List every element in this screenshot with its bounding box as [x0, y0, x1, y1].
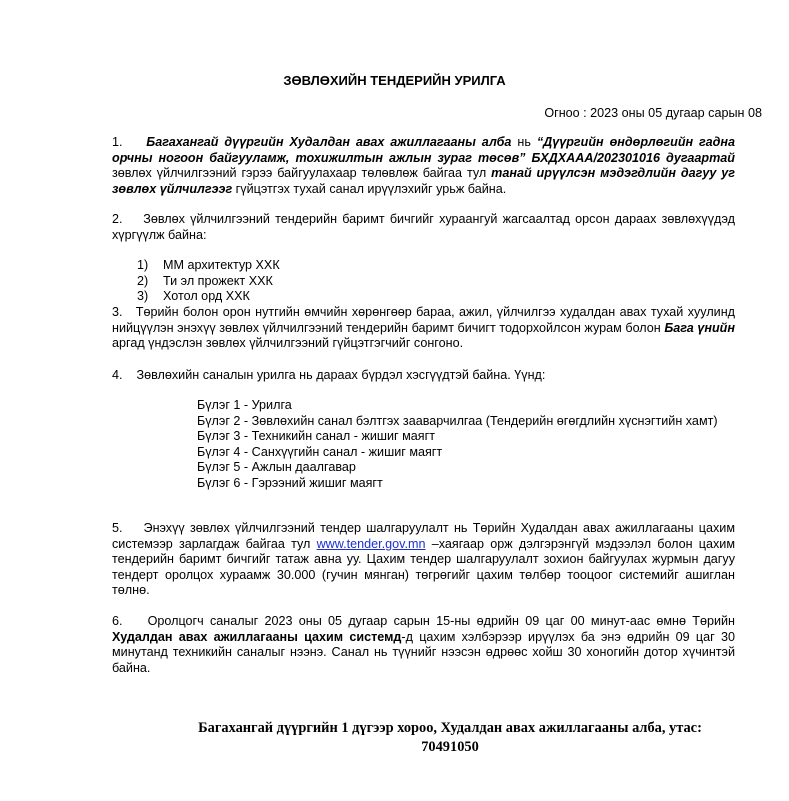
- paragraph-3-text-b: аргад үндэслэн зөвлөх үйлчилгээний гүйцэтгэгчийг сонгоно.: [112, 336, 464, 351]
- paragraph-1: [112, 135, 735, 197]
- paragraph-1-text-b: зөвлөх үйлчилгээний гэрээ байгуулахаар төлөвлөж байгаа тул: [112, 166, 492, 181]
- list-item-number: 1): [137, 258, 149, 272]
- list-item: [137, 274, 280, 290]
- company-name: ММ архитектур ХХК: [163, 258, 280, 272]
- paragraph-3-number: 3.: [112, 305, 123, 319]
- electronic-system-name: Худалдан авах ажиллагааны цахим системд: [112, 629, 402, 644]
- paragraph-5-text-a: Энэхүү зөвлөх үйлчилгээний тендер шалгаруулалт нь Төрийн Худалдан авах ажиллагааны цахим системээр зарлагдаж байгаа тул: [112, 521, 735, 551]
- company-name: Ти эл прожект ХХК: [163, 273, 273, 288]
- invitation-phrase: танай ирүүлсэн мэдэгдлийн дагуу уг зөвлөх үйлчилгээг: [112, 166, 735, 196]
- paragraph-5-number: 5.: [112, 521, 123, 535]
- paragraph-4-number: 4.: [112, 368, 123, 382]
- paragraph-6-text-a: Оролцогч саналыг 2023 оны 05 дугаар сарын 15-ны өдрийн 09 цаг 00 минут-аас өмнө Төрийн: [147, 614, 736, 628]
- paragraph-6-number: 6.: [112, 614, 123, 628]
- list-item: [137, 289, 280, 305]
- list-item-number: 3): [137, 289, 149, 304]
- paragraph-6-text-b: -д цахим хэлбэрээр ирүүлэх ба энэ өдрийн 09 цаг 30 минутанд техникийн саналыг нээнэ. Санал нь түүнийг нээсэн өдрөөс хойш 30 хоногийн дотор хүчинтэй байна.: [112, 629, 735, 675]
- paragraph-4: [112, 368, 735, 384]
- contact-footer: [140, 719, 760, 757]
- paragraph-4-text: Зөвлөхийн саналын урилга нь дараах бүрдэл хэсгүүдтэй байна. Үүнд:: [136, 368, 546, 382]
- chapter-item: Бүлэг 1 - Урилга: [197, 398, 292, 412]
- project-name: “Дүүргийн өндөрлөгийн гадна орчны ногоон байгууламж, тохижилтын ажлын зураг төсөв” БХДХААА/202301016 дугаартай: [112, 135, 736, 165]
- chapters-list: [197, 398, 735, 492]
- chapter-item: Бүлэг 6 - Гэрээний жишиг маягт: [197, 475, 383, 490]
- paragraph-6: [112, 614, 735, 676]
- paragraph-1-text-a: нь: [511, 135, 537, 149]
- document-title: ЗӨВЛӨХИЙН ТЕНДЕРИЙН УРИЛГА: [283, 73, 506, 88]
- document-date: Огноо : 2023 оны 05 дугаар сарын 08: [544, 106, 762, 120]
- footer-phone: 70491050: [421, 739, 479, 755]
- list-item: [137, 258, 280, 274]
- tender-website-link[interactable]: www.tender.gov.mn: [316, 536, 426, 551]
- paragraph-2-text: Зөвлөх үйлчилгээний тендерийн баримт бичгийг хураангуй жагсаалтад орсон дараах зөвлөхүүдэд хүргүүлж байна:: [112, 212, 735, 242]
- paragraph-2: [112, 212, 735, 243]
- shortlisted-companies-list: [137, 258, 280, 305]
- paragraph-1-number: 1.: [112, 135, 123, 149]
- chapter-item: Бүлэг 3 - Техникийн санал - жишиг маягт: [197, 429, 435, 444]
- list-item-number: 2): [137, 273, 149, 288]
- chapter-item: Бүлэг 2 - Зөвлөхийн санал бэлтгэх зааварчилгаа (Тендерийн өгөгдлийн хүснэгтийн хамт): [197, 413, 718, 428]
- paragraph-2-number: 2.: [112, 212, 123, 226]
- organization-name: Багахангай дүүргийн Худалдан авах ажиллагааны алба: [146, 135, 512, 149]
- paragraph-3: [112, 305, 735, 352]
- selection-method: Бага үнийн: [664, 320, 735, 335]
- chapter-item: Бүлэг 4 - Санхүүгийн санал - жишиг маягт: [197, 444, 443, 459]
- paragraph-3-text-a: Төрийн болон орон нутгийн өмчийн хөрөнгөөр бараа, ажил, үйлчилгээ худалдан авах тухай хуулинд нийцүүлэн энэхүү зөвлөх үйлчилгээний тендерийн баримт бичигт тодорхойлсон журам болон: [112, 305, 736, 335]
- company-name: Хотол орд ХХК: [163, 289, 250, 304]
- paragraph-5: [112, 521, 735, 599]
- paragraph-5-text-b: –хаягаар орж дэлгэрэнгүй мэдээлэл болон цахим тендерийн баримт бичгийг татаж авна уу. Цахим тендер шалгаруулалт зохион байгуулах журмын дагуу тендерт оролцох хураамж 30.000 (гучин мянган) төгрөгийг цахим төлбөр тооцоог системийг ашиглан төлнө.: [112, 536, 736, 598]
- paragraph-1-text-c: гүйцэтгэх тухай санал ирүүлэхийг урьж байна.: [232, 181, 507, 196]
- footer-address: Багахангай дүүргийн 1 дүгээр хороо, Худалдан авах ажиллагааны алба, утас:: [198, 720, 702, 736]
- chapter-item: Бүлэг 5 - Ажлын даалгавар: [197, 460, 356, 475]
